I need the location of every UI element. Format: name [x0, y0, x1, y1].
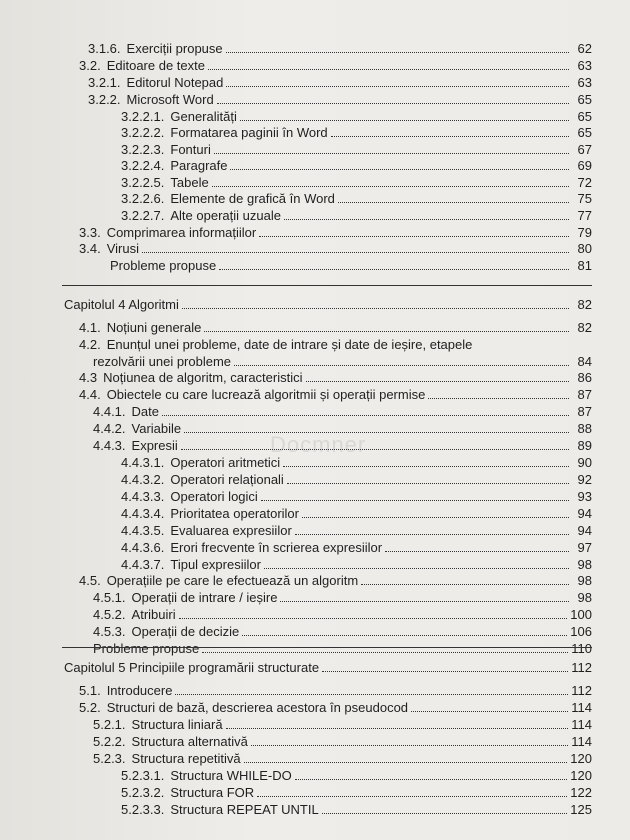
toc-entry: [93, 607, 592, 623]
dot-leader: [214, 153, 569, 154]
toc-entry-title: Structura WHILE-DO: [170, 768, 292, 783]
toc-entry: [121, 175, 592, 191]
toc-entry-number: 3.3.: [79, 225, 101, 240]
toc-entry-number: 4.5.: [79, 573, 101, 588]
toc-entry-number: 3.2.1.: [88, 75, 121, 90]
dot-leader: [208, 69, 569, 70]
toc-entry: [79, 241, 592, 257]
toc-entry-number: 4.4.: [79, 387, 101, 402]
toc-entry-title: Noțiunea de algoritm, caracteristici: [103, 370, 303, 385]
toc-entry-number: 3.2.2.: [88, 92, 121, 107]
toc-entry: [93, 590, 592, 606]
toc-entry-number: 5.2.3.2.: [121, 785, 165, 800]
dot-leader: [226, 52, 569, 53]
toc-entry-page: 87: [577, 404, 592, 419]
toc-entry-page: 79: [577, 225, 592, 240]
chapter-divider: [62, 285, 592, 286]
toc-entry: [121, 158, 592, 174]
toc-entry-title: rezolvării unei probleme: [93, 354, 232, 369]
toc-entry: [79, 370, 592, 386]
dot-leader: [182, 308, 569, 309]
toc-entry-number: 4.4.3.: [93, 438, 126, 453]
toc-entry: [121, 768, 592, 784]
toc-entry: [121, 142, 592, 158]
toc-entry-page: 97: [577, 540, 592, 555]
toc-entry-title: Erori frecvente în scrierea expresiilor: [170, 540, 383, 555]
toc-entry-title: Operatori aritmetici: [170, 455, 281, 470]
toc-entry-number: 3.2.2.4.: [121, 158, 165, 173]
dot-leader: [283, 466, 569, 467]
toc-entry-number: 5.1.: [79, 683, 101, 698]
toc-entry-number: 4.4.3.3.: [121, 489, 165, 504]
toc-entry: [121, 489, 592, 505]
toc-entry-page: 98: [577, 590, 592, 605]
dot-leader: [411, 711, 568, 712]
toc-entry-number: 4.5.3.: [93, 624, 126, 639]
toc-entry-number: 4.3: [79, 370, 98, 385]
toc-entry-number: 4.4.3.4.: [121, 506, 165, 521]
toc-entry-page: 94: [577, 506, 592, 521]
toc-entry-page: 114: [571, 717, 592, 732]
dot-leader: [179, 618, 568, 619]
toc-entry-title: Structura repetitivă: [131, 751, 241, 766]
toc-entry: [93, 404, 592, 420]
toc-entry-page: 112: [571, 683, 592, 698]
toc-entry-title: Atribuiri: [131, 607, 176, 622]
toc-entry-title: Noțiuni generale: [106, 320, 202, 335]
toc-entry-page: 82: [577, 320, 592, 335]
dot-leader: [338, 202, 569, 203]
toc-entry: [121, 785, 592, 801]
toc-entry-number: 4.4.3.5.: [121, 523, 165, 538]
chapter-divider: [62, 647, 592, 648]
toc-entry-page: 94: [577, 523, 592, 538]
toc-entry-page: 82: [577, 297, 592, 312]
dot-leader: [217, 103, 569, 104]
dot-leader: [226, 86, 569, 87]
toc-entry: [79, 700, 592, 716]
toc-entry: [121, 523, 592, 539]
dot-leader: [280, 601, 569, 602]
toc-entry-number: 4.2.: [79, 337, 101, 352]
dot-leader: [284, 219, 569, 220]
toc-entry-title: Virusi: [106, 241, 139, 256]
dot-leader: [175, 694, 568, 695]
toc-entry: [79, 225, 592, 241]
toc-entry-page: 98: [577, 557, 592, 572]
toc-entry-title: Structura liniară: [131, 717, 223, 732]
toc-entry-number: 3.2.2.1.: [121, 109, 165, 124]
dot-leader: [184, 432, 569, 433]
dot-leader: [251, 745, 568, 746]
toc-entry: [79, 320, 592, 336]
toc-entry-number: 5.2.2.: [93, 734, 126, 749]
toc-entry-number: 3.2.2.6.: [121, 191, 165, 206]
toc-entry-title: Editoare de texte: [106, 58, 205, 73]
toc-entry-number: 4.4.3.2.: [121, 472, 165, 487]
toc-entry-title: Microsoft Word: [126, 92, 214, 107]
toc-entry-title: Operații de intrare / ieșire: [131, 590, 278, 605]
toc-entry-page: 106: [570, 624, 592, 639]
toc-entry: [110, 258, 592, 274]
toc-entry: [79, 683, 592, 699]
toc-entry-page: 90: [577, 455, 592, 470]
toc-entry-title: Structuri de bază, descrierea acestora în pseudocod: [106, 700, 409, 715]
toc-entry: [79, 387, 592, 403]
dot-leader: [219, 269, 569, 270]
dot-leader: [261, 500, 569, 501]
toc-entry: [121, 540, 592, 556]
toc-entry: [121, 125, 592, 141]
toc-entry-title: Probleme propuse: [93, 641, 200, 656]
toc-entry-page: 87: [577, 387, 592, 402]
toc-entry: [88, 92, 592, 108]
toc-entry-number: 4.5.2.: [93, 607, 126, 622]
dot-leader: [295, 779, 568, 780]
toc-entry: [121, 191, 592, 207]
toc-entry-title: Operatori relaționali: [170, 472, 284, 487]
toc-entry: [93, 717, 592, 733]
dot-leader: [230, 169, 569, 170]
toc-entry-number: 5.2.1.: [93, 717, 126, 732]
toc-entry-page: 69: [577, 158, 592, 173]
toc-entry-title: Generalități: [170, 109, 237, 124]
toc-entry: [93, 354, 592, 370]
dot-leader: [322, 813, 568, 814]
toc-entry-page: 65: [577, 92, 592, 107]
dot-leader: [204, 331, 569, 332]
toc-entry: [93, 751, 592, 767]
toc-entry-number: 5.2.3.3.: [121, 802, 165, 817]
toc-entry-page: 100: [570, 607, 592, 622]
toc-entry-page: 120: [570, 768, 592, 783]
toc-entry-page: 67: [577, 142, 592, 157]
dot-leader: [302, 517, 569, 518]
toc-entry-page: 122: [570, 785, 592, 800]
toc-entry: [121, 802, 592, 818]
toc-entry-number: 3.1.6.: [88, 41, 121, 56]
dot-leader: [162, 415, 569, 416]
toc-entry-title: Comprimarea informațiilor: [106, 225, 257, 240]
toc-entry-title: Operatori logici: [170, 489, 258, 504]
toc-entry-number: 4.4.3.7.: [121, 557, 165, 572]
toc-entry-number: 4.4.1.: [93, 404, 126, 419]
dot-leader: [181, 449, 569, 450]
toc-entry-page: 125: [570, 802, 592, 817]
dot-leader: [385, 551, 569, 552]
dot-leader: [322, 671, 568, 672]
toc-entry-number: 4.4.3.1.: [121, 455, 165, 470]
dot-leader: [202, 652, 568, 653]
toc-entry-title: Fonturi: [170, 142, 211, 157]
toc-entry-number: 3.2.: [79, 58, 101, 73]
toc-entry-title: Variabile: [131, 421, 182, 436]
dot-leader: [287, 483, 569, 484]
toc-entry-title: Editorul Notepad: [126, 75, 224, 90]
toc-entry-page: 65: [577, 125, 592, 140]
toc-entry-title: Tipul expresiilor: [170, 557, 261, 572]
toc-entry: [88, 75, 592, 91]
toc-entry-title: Capitolul 4 Algoritmi: [64, 297, 179, 312]
dot-leader: [331, 136, 569, 137]
toc-entry-title: Tabele: [170, 175, 209, 190]
toc-entry: [121, 109, 592, 125]
dot-leader: [226, 728, 569, 729]
toc-entry-page: 65: [577, 109, 592, 124]
toc-entry: [93, 641, 592, 657]
toc-entry-title: Evaluarea expresiilor: [170, 523, 292, 538]
toc-entry-title: Formatarea paginii în Word: [170, 125, 328, 140]
toc-entry-page: 89: [577, 438, 592, 453]
toc-entry-number: 3.2.2.7.: [121, 208, 165, 223]
toc-entry: [93, 624, 592, 640]
toc-entry-number: 5.2.: [79, 700, 101, 715]
dot-leader: [259, 236, 569, 237]
toc-entry-number: 3.2.2.5.: [121, 175, 165, 190]
toc-entry-page: 63: [577, 75, 592, 90]
toc-entry-number: 4.4.3.6.: [121, 540, 165, 555]
dot-leader: [306, 381, 570, 382]
dot-leader: [295, 534, 569, 535]
toc-entry: [93, 734, 592, 750]
toc-entry: [121, 208, 592, 224]
toc-entry: [64, 660, 592, 676]
toc-entry-title: Paragrafe: [170, 158, 228, 173]
toc-entry-title: Expresii: [131, 438, 178, 453]
dot-leader: [212, 186, 569, 187]
toc-entry: [121, 472, 592, 488]
dot-leader: [142, 252, 569, 253]
toc-entry-title: Structura FOR: [170, 785, 255, 800]
toc-entry-number: 3.2.2.3.: [121, 142, 165, 157]
toc-entry-page: 72: [577, 175, 592, 190]
dot-leader: [240, 120, 569, 121]
toc-entry-page: 112: [571, 660, 592, 675]
toc-entry-number: 5.2.3.: [93, 751, 126, 766]
toc-entry: [79, 573, 592, 589]
toc-entry-page: 92: [577, 472, 592, 487]
toc-entry-page: 110: [571, 641, 592, 656]
toc-entry-page: 80: [577, 241, 592, 256]
toc-entry-page: 93: [577, 489, 592, 504]
toc-entry-title: Structura REPEAT UNTIL: [170, 802, 319, 817]
toc-entry-number: 5.2.3.1.: [121, 768, 165, 783]
toc-entry-page: 84: [577, 354, 592, 369]
toc-entry-page: 63: [577, 58, 592, 73]
toc-entry-title: Introducere: [106, 683, 173, 698]
toc-entry-title: Capitolul 5 Principiile programării structurate: [64, 660, 320, 675]
dot-leader: [257, 796, 567, 797]
toc-entry-title: Alte operații uzuale: [170, 208, 281, 223]
toc-entry-number: 4.5.1.: [93, 590, 126, 605]
toc-entry-page: 81: [577, 258, 592, 273]
toc-entry-title: Operațiile pe care le efectuează un algoritm: [106, 573, 359, 588]
toc-entry-number: 4.4.2.: [93, 421, 126, 436]
toc-entry-page: 114: [571, 700, 592, 715]
toc-entry-title: Prioritatea operatorilor: [170, 506, 299, 521]
dot-leader: [234, 365, 569, 366]
toc-entry-title: Obiectele cu care lucrează algoritmii și operații permise: [106, 387, 426, 402]
toc-entry-title: Elemente de grafică în Word: [170, 191, 335, 206]
toc-entry-title: Probleme propuse: [110, 258, 217, 273]
dot-leader: [361, 584, 569, 585]
toc-entry: [79, 58, 592, 74]
toc-entry-page: 77: [577, 208, 592, 223]
toc-entry-number: 3.2.2.2.: [121, 125, 165, 140]
toc-entry-title: Operații de decizie: [131, 624, 240, 639]
toc-entry: [88, 41, 592, 57]
dot-leader: [428, 398, 569, 399]
toc-entry-page: 98: [577, 573, 592, 588]
toc-entry-title: Enunțul unei probleme, date de intrare și date de ieșire, etapele: [106, 337, 473, 352]
toc-entry-title: Date: [131, 404, 159, 419]
toc-entry: [121, 506, 592, 522]
dot-leader: [264, 568, 569, 569]
toc-entry-title: Structura alternativă: [131, 734, 248, 749]
toc-entry-page: 120: [570, 751, 592, 766]
toc-entry-page: 75: [577, 191, 592, 206]
toc-entry-number: 3.4.: [79, 241, 101, 256]
toc-entry-page: 88: [577, 421, 592, 436]
toc-entry-title: Exerciții propuse: [126, 41, 223, 56]
watermark: Docmner: [270, 432, 367, 457]
toc-entry-page: 114: [571, 734, 592, 749]
dot-leader: [244, 762, 568, 763]
toc-entry-number: 4.1.: [79, 320, 101, 335]
toc-entry-page: 86: [577, 370, 592, 385]
dot-leader: [242, 635, 567, 636]
toc-entry: [121, 557, 592, 573]
toc-entry: [79, 337, 592, 353]
toc-entry-page: 62: [577, 41, 592, 56]
toc-entry: [64, 297, 592, 313]
